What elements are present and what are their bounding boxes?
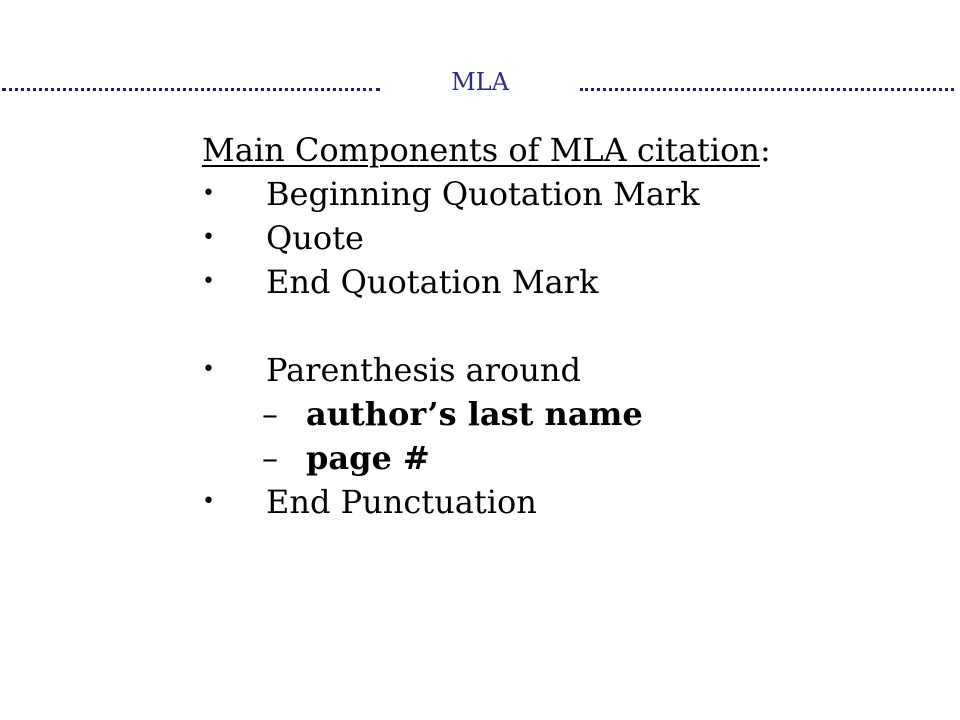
bullet-item: [202, 480, 922, 524]
slide-header: [0, 62, 960, 102]
header-dotted-rule-right: [580, 88, 954, 91]
bullet-item: [202, 216, 922, 260]
sub-bullet-item-label: page #: [306, 439, 430, 477]
dash-icon: –: [262, 439, 278, 477]
bullet-item: [202, 260, 922, 304]
content-heading-colon: :: [759, 131, 771, 169]
bullet-icon: •: [202, 225, 215, 250]
bullet-item-label: Beginning Quotation Mark: [266, 175, 700, 213]
bullet-item-label: Quote: [266, 219, 364, 257]
bullet-icon: •: [202, 181, 215, 206]
dash-icon: –: [262, 395, 278, 433]
bullet-icon: •: [202, 489, 215, 514]
sub-bullet-item: [202, 436, 922, 480]
bullet-item: [202, 172, 922, 216]
slide-content: [202, 128, 922, 524]
bullet-item: [202, 348, 922, 392]
sub-bullet-item-label: author’s last name: [306, 395, 643, 433]
content-heading-underlined: Main Components of MLA citation: [202, 131, 760, 169]
bullet-icon: •: [202, 269, 215, 294]
sub-bullet-item: [202, 392, 922, 436]
header-title: MLA: [451, 68, 509, 96]
bullet-item-label: End Quotation Mark: [266, 263, 599, 301]
bullet-item-label: End Punctuation: [266, 483, 537, 521]
bullet-icon: •: [202, 357, 215, 382]
content-heading: [202, 128, 922, 172]
bullet-item-label: Parenthesis around: [266, 351, 582, 389]
blank-line: [202, 304, 922, 348]
